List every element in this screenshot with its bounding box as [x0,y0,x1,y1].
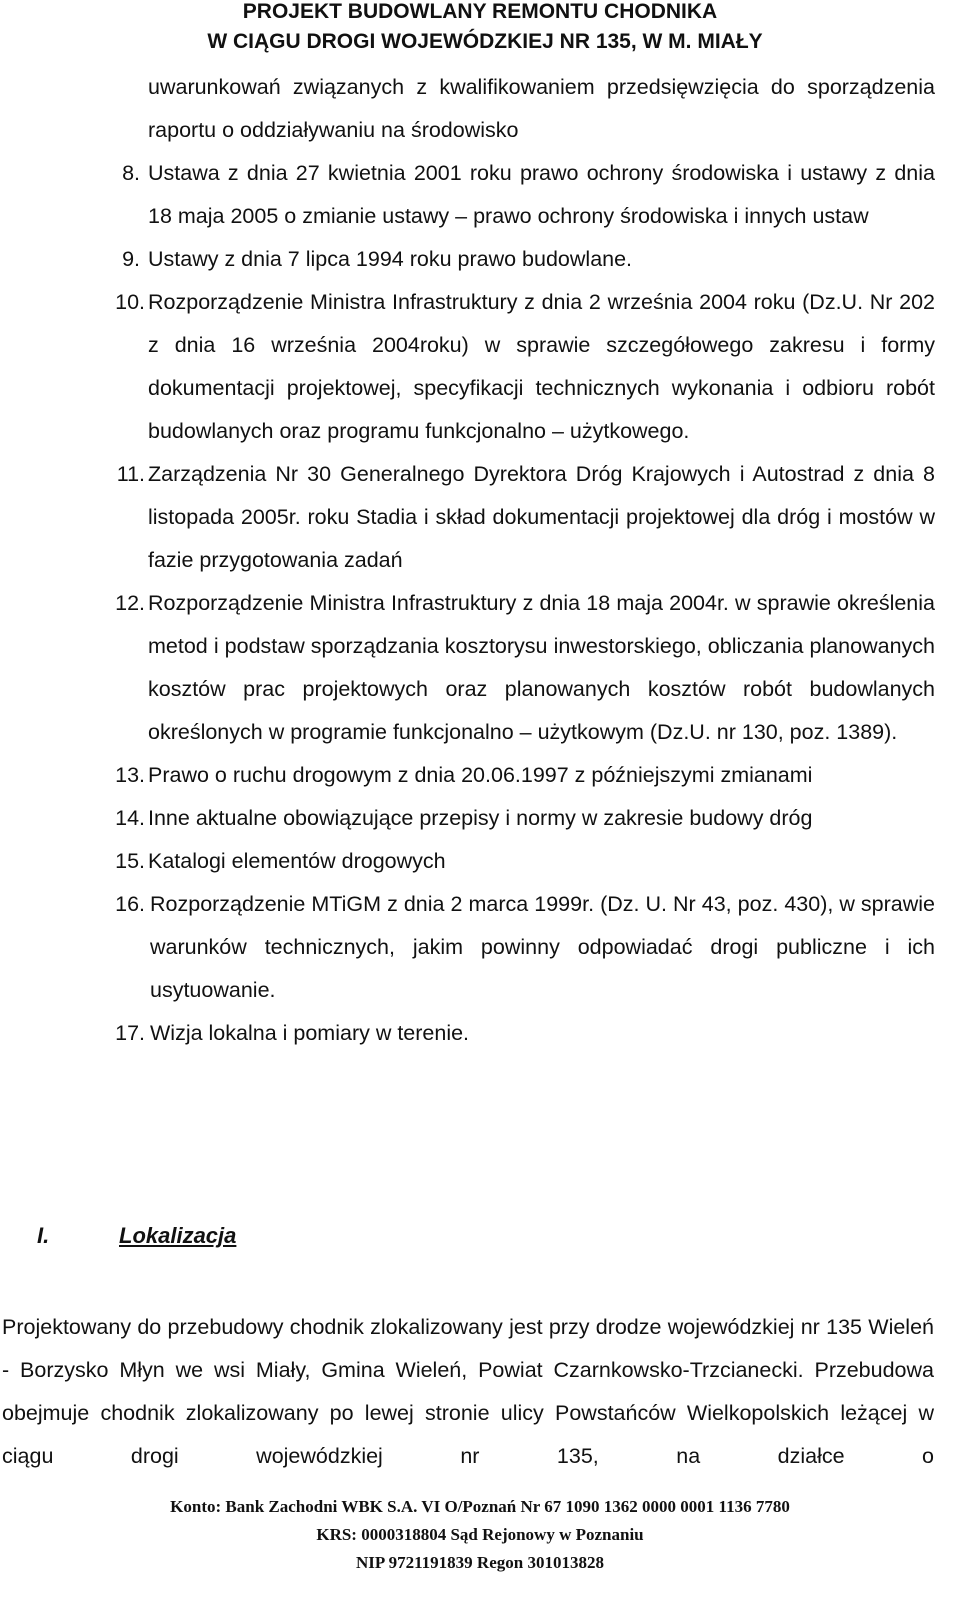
list-item-text: Rozporządzenie Ministra Infrastruktury z dnia 18 maja 2004r. w sprawie określenia metod i podstaw sporządzania kosztorysu inwestorskiego, obliczania planowanych kosztów prac projektowych oraz planowanych kosztów robót budowlanych określonych w programie funkcjonalno – użytkowym (Dz.U. nr 130, poz. 1389). [148,591,935,744]
list-item-number: 13. [115,763,145,787]
list-item-text: Wizja lokalna i pomiary w terenie. [150,1021,470,1045]
list-item-number: 11. [116,462,145,486]
section-title: Lokalizacja [119,1223,237,1248]
list-item-number: 15. [115,849,145,873]
list-item [0,1012,960,1055]
list-item [0,582,960,754]
footer-nip-regon: NIP 9721191839 Regon 301013828 [356,1553,604,1572]
list-item-text: Ustawy z dnia 7 lipca 1994 roku prawo budowlane. [148,247,633,271]
list-item [0,453,960,582]
list-item-text: Ustawa z dnia 27 kwietnia 2001 roku prawo ochrony środowiska i ustawy z dnia 18 maja 2005 o zmianie ustawy – prawo ochrony środowiska i innych ustaw [148,161,935,228]
footer-bank-account: Konto: Bank Zachodni WBK S.A. VI O/Poznań Nr 67 1090 1362 0000 0001 1136 7780 [170,1497,790,1516]
list-item-number: 14. [115,806,145,830]
list-item-number: 9. [122,247,140,271]
list-item-text: Prawo o ruchu drogowym z dnia 20.06.1997 z późniejszymi zmianami [148,763,813,787]
header-title-line1: PROJEKT BUDOWLANY REMONTU CHODNIKA [242,0,718,23]
section-heading [37,1223,236,1249]
references-list [0,66,960,1055]
list-item-text: Rozporządzenie Ministra Infrastruktury z dnia 2 września 2004 roku (Dz.U. Nr 202 z dnia 16 września 2004roku) w sprawie szczegółowego zakresu i formy dokumentacji projektowej, specyfikacji technicznych wykonania i odbioru robót budowlanych oraz programu funkcjonalno – użytkowego. [148,290,935,443]
section-paragraph: Projektowany do przebudowy chodnik zlokalizowany jest przy drodze wojewódzkiej nr 135 Wieleń - Borzysko Młyn we wsi Miały, Gmina Wieleń, Powiat Czarnkowsko-Trzcianecki. Przebudowa obejmuje chodnik zlokalizowany po lewej stronie ulicy Powstańców Wielkopolskich leżącej w ciągu drogi wojewódzkiej nr 135, na działce o [2,1315,934,1468]
list-item-text: Inne aktualne obowiązujące przepisy i normy w zakresie budowy dróg [148,806,813,830]
list-item-text: Zarządzenia Nr 30 Generalnego Dyrektora Dróg Krajowych i Autostrad z dnia 8 listopada 2005r. roku Stadia i skład dokumentacji projektowej dla dróg i mostów w fazie przygotowania zadań [148,462,935,572]
list-item-text: uwarunkowań związanych z kwalifikowaniem przedsięwzięcia do sporządzenia raportu o oddziaływaniu na środowisko [148,75,935,142]
footer-krs: KRS: 0000318804 Sąd Rejonowy w Poznaniu [316,1525,644,1544]
header-title-line2: W CIĄGU DROGI WOJEWÓDZKIEJ NR 135, W M. MIAŁY [207,30,763,53]
list-item [0,152,960,238]
list-item-number: 8. [122,161,140,185]
list-item-number: 12. [115,591,145,615]
list-item [0,883,960,1012]
list-item [0,238,960,281]
list-item-number: 17. [115,1021,145,1045]
list-item [0,840,960,883]
list-item-text: Katalogi elementów drogowych [148,849,446,873]
list-item-continuation [0,66,960,152]
page-footer [0,1493,960,1577]
list-item-text: Rozporządzenie MTiGM z dnia 2 marca 1999r. (Dz. U. Nr 43, poz. 430), w sprawie warunków technicznych, jakim powinny odpowiadać drogi publiczne i ich usytuowanie. [150,892,935,1002]
list-item-number: 10. [115,290,145,314]
list-item [0,281,960,453]
list-item-number: 16. [115,892,145,916]
section-number: I. [37,1223,50,1248]
list-item [0,754,960,797]
list-item [0,797,960,840]
page-header [0,0,960,57]
